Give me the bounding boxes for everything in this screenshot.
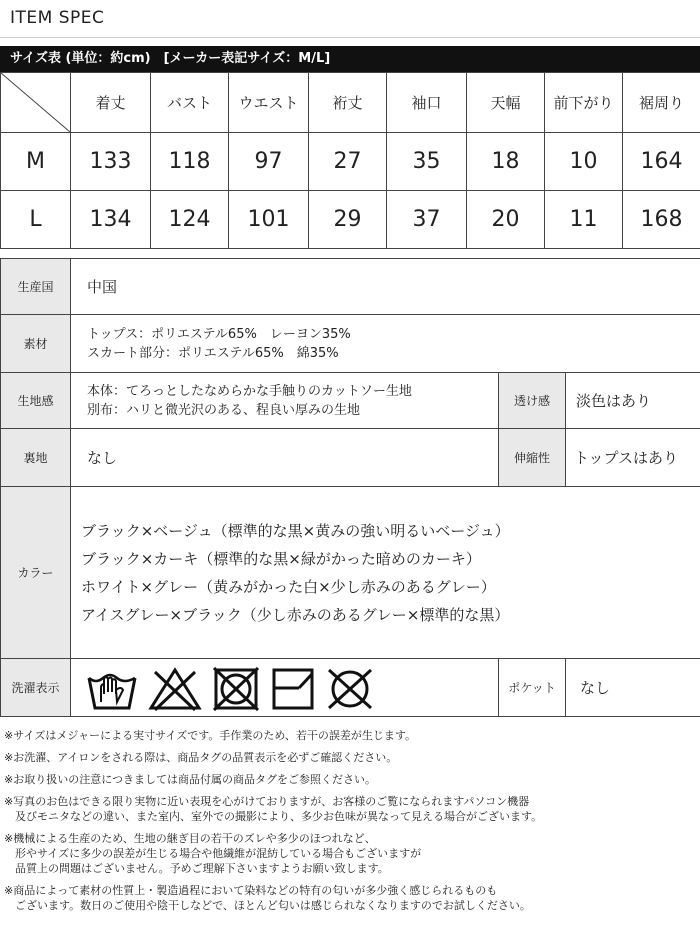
size-value: 133 xyxy=(71,133,151,191)
size-value: 11 xyxy=(545,191,623,249)
size-value: 97 xyxy=(229,133,309,191)
notes xyxy=(4,728,696,913)
size-value: 118 xyxy=(151,133,229,191)
pocket-value: なし xyxy=(566,659,700,717)
spec-row-material xyxy=(1,315,700,373)
note-line: ※機械による生産のため、生地の継ぎ目の若干のズレや多少のほつれなど、 xyxy=(4,832,376,845)
corner-cell xyxy=(1,73,71,133)
color-item: ブラック×カーキ（標準的な黒×緑がかった暗めのカーキ） xyxy=(81,549,481,568)
lining-label: 裏地 xyxy=(1,429,71,487)
color-item: ホワイト×グレー（黄みがかった白×少し赤みのあるグレー） xyxy=(81,577,496,596)
material-line: スカート部分：ポリエステル65% 綿35% xyxy=(87,345,339,361)
note-line: ※お洗濯、アイロンをされる際は、商品タグの品質表示を必ずご確認ください。 xyxy=(4,751,398,764)
origin-value: 中国 xyxy=(71,259,700,315)
col-header: 前下がり xyxy=(545,73,623,133)
hand-wash-icon xyxy=(83,664,141,712)
lining-value: なし xyxy=(71,429,499,487)
size-table-title-bar: サイズ表 (単位：約cm) [メーカー表記サイズ：M/L] xyxy=(0,46,700,72)
note-line: ※サイズはメジャーによる実寸サイズです。手作業のため、若干の誤差が生じます。 xyxy=(4,729,417,742)
stretch-value: トップスはあり xyxy=(566,429,700,487)
texture-value xyxy=(71,373,499,429)
note-line: ※写真のお色はできる限り実物に近い表現を心がけておりますが、お客様のご覧になられますパソコン機器 xyxy=(4,795,530,808)
care-label: 洗濯表示 xyxy=(1,659,71,717)
size-value: 10 xyxy=(545,133,623,191)
note-line: 形やサイズに多少の誤差が生じる場合や他繊維が混紡している場合もございますが xyxy=(4,847,422,860)
col-header: ウエスト xyxy=(229,73,309,133)
color-item: アイスグレー×ブラック（少し赤みのあるグレー×標準的な黒） xyxy=(81,605,510,624)
size-value: 35 xyxy=(387,133,467,191)
table-row xyxy=(1,133,700,191)
size-value: 164 xyxy=(623,133,700,191)
note-line: 品質上の問題はございません。予めご理解下さいますようお願い致します。 xyxy=(4,862,389,875)
size-value: 124 xyxy=(151,191,229,249)
col-header: 裾周り xyxy=(623,73,700,133)
col-header: 袖口 xyxy=(387,73,467,133)
size-label: M xyxy=(1,133,71,191)
sheer-value: 淡色はあり xyxy=(566,373,700,429)
size-value: 29 xyxy=(309,191,387,249)
no-bleach-icon xyxy=(147,664,203,712)
col-header: 着丈 xyxy=(71,73,151,133)
note-line: ※商品によって素材の性質上・製造過程において染料などの特有の匂いが多少強く感じられるものも xyxy=(4,884,498,897)
size-label: L xyxy=(1,191,71,249)
color-list xyxy=(71,487,700,659)
size-value: 134 xyxy=(71,191,151,249)
line-dry-icon xyxy=(269,664,317,712)
col-header: バスト xyxy=(151,73,229,133)
size-value: 20 xyxy=(467,191,545,249)
material-label: 素材 xyxy=(1,315,71,373)
note-line: ございます。数日のご使用や陰干しなどで、ほとんど匂いは感じられなくなりますのでお試しください。 xyxy=(4,899,531,912)
item-spec-header xyxy=(0,0,700,38)
spec-row-texture xyxy=(1,373,700,429)
size-value: 101 xyxy=(229,191,309,249)
size-value: 27 xyxy=(309,133,387,191)
diagonal-line xyxy=(1,73,70,132)
note-line: 及びモニタなどの違い、また室内、室外での撮影により、多少お色味が異なって見える場合がございます。 xyxy=(4,810,543,823)
material-line: トップス：ポリエステル65% レーヨン35% xyxy=(87,326,351,342)
size-table xyxy=(0,72,700,249)
no-tumble-dry-icon xyxy=(209,664,263,712)
stretch-label: 伸縮性 xyxy=(499,429,566,487)
section-title: ITEM SPEC xyxy=(10,8,105,28)
color-item: ブラック×ベージュ（標準的な黒×黄みの強い明るいベージュ） xyxy=(81,521,510,540)
size-value: 37 xyxy=(387,191,467,249)
table-row xyxy=(1,191,700,249)
texture-line: 本体：てろっとしたなめらかな手触りのカットソー生地 xyxy=(87,383,412,399)
care-icons-cell xyxy=(71,659,499,717)
spec-row-care xyxy=(1,659,700,717)
spec-table xyxy=(0,258,700,717)
texture-label: 生地感 xyxy=(1,373,71,429)
texture-line: 別布：ハリと微光沢のある、程良い厚みの生地 xyxy=(87,402,361,418)
color-label: カラー xyxy=(1,487,71,659)
no-dry-clean-icon xyxy=(323,664,377,712)
origin-label: 生産国 xyxy=(1,259,71,315)
size-value: 18 xyxy=(467,133,545,191)
sheer-label: 透け感 xyxy=(499,373,566,429)
note-line: ※お取り扱いの注意につきましては商品付属の商品タグをご参照ください。 xyxy=(4,773,376,786)
spec-row-color xyxy=(1,487,700,659)
col-header: 天幅 xyxy=(467,73,545,133)
size-header-row xyxy=(1,73,700,133)
pocket-label: ポケット xyxy=(499,659,566,717)
material-value xyxy=(71,315,700,373)
col-header: 裄丈 xyxy=(309,73,387,133)
spec-row-lining xyxy=(1,429,700,487)
spec-row-origin xyxy=(1,259,700,315)
size-value: 168 xyxy=(623,191,700,249)
